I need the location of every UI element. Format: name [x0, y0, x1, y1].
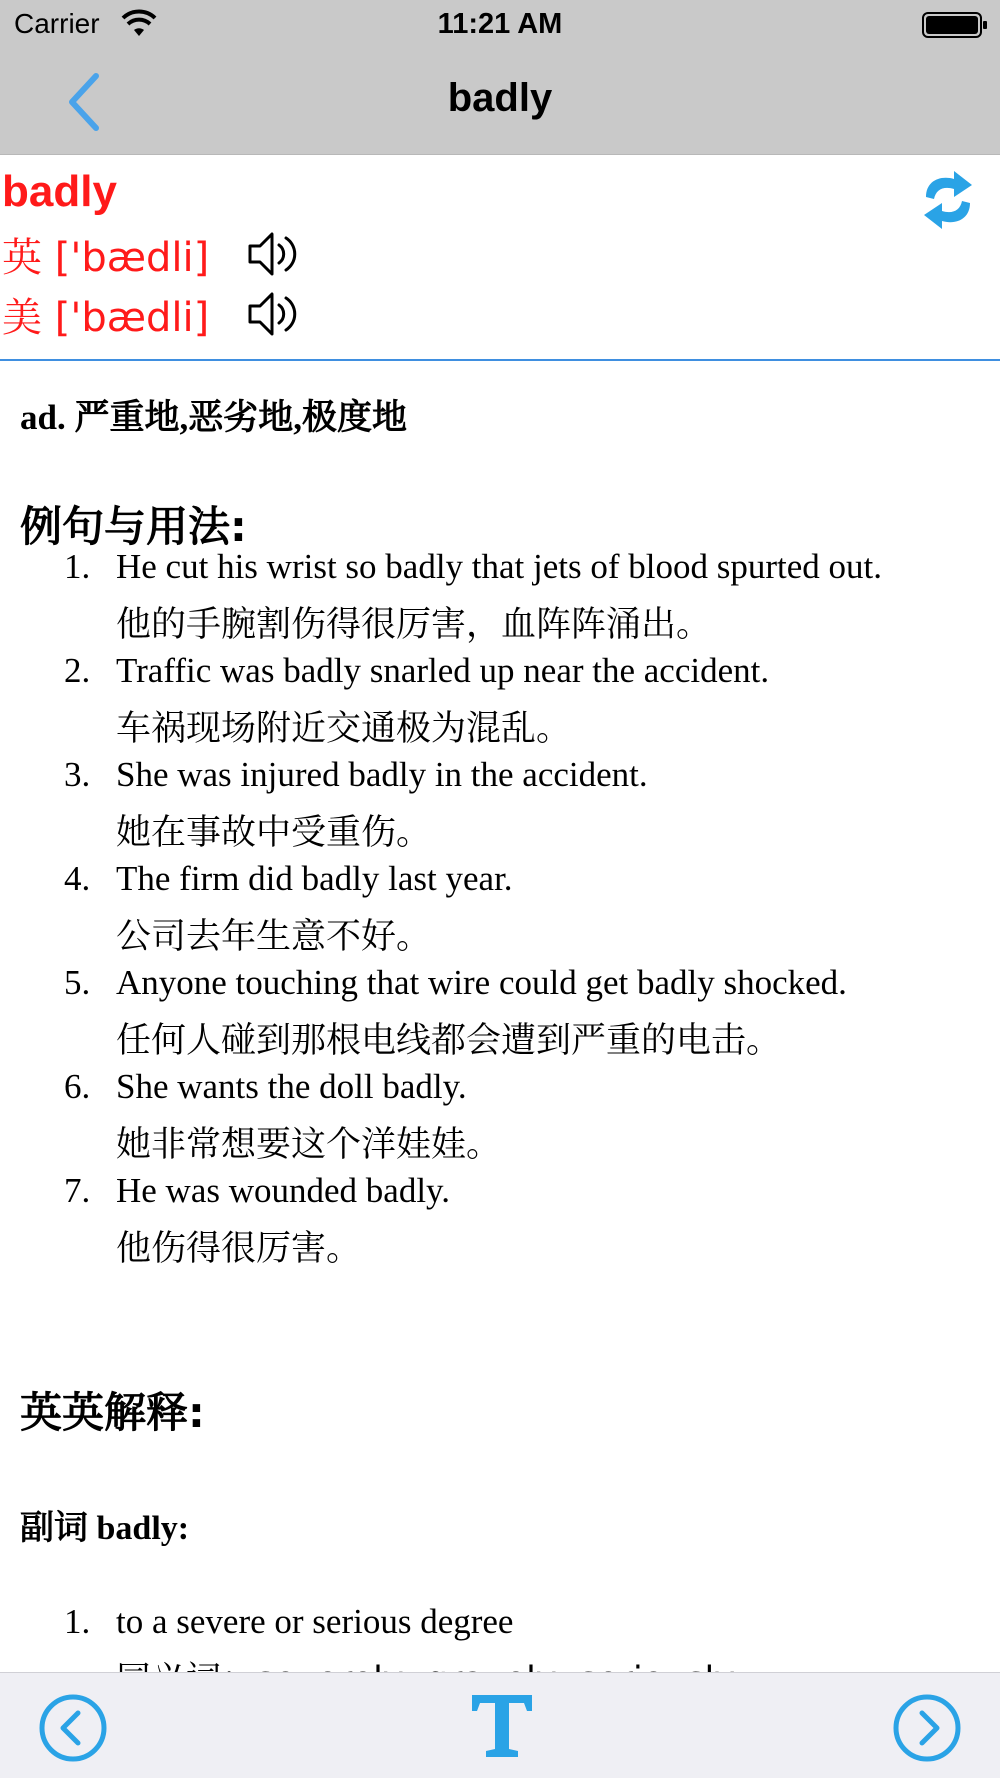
page-title: badly: [447, 76, 553, 120]
list-item: [0, 859, 1000, 963]
example-english: Traffic was badly snarled up near the accident.: [116, 651, 770, 690]
example-english: Anyone touching that wire could get badly shocked.: [116, 963, 847, 1002]
next-word-button[interactable]: [892, 1693, 962, 1763]
battery-icon: [922, 11, 988, 39]
headword: badly: [2, 167, 117, 216]
font-size-button[interactable]: [466, 1689, 538, 1761]
circle-chevron-right-icon: [896, 1697, 958, 1759]
navigation-bar: [0, 50, 1000, 155]
example-english: He was wounded badly.: [116, 1171, 451, 1210]
examples-list: [0, 547, 1000, 1275]
item-number: 2.: [64, 651, 91, 690]
examples-title: 例句与用法:: [20, 502, 247, 551]
part-of-speech-heading: 副词 badly:: [20, 1510, 190, 1547]
example-english: The firm did badly last year.: [116, 859, 513, 898]
item-number: 4.: [64, 859, 91, 898]
example-english: She wants the doll badly.: [116, 1067, 467, 1106]
example-chinese: 她非常想要这个洋娃娃。: [116, 1125, 502, 1165]
list-item: [0, 963, 1000, 1067]
status-time: 11:21 AM: [437, 8, 563, 40]
list-item: [0, 651, 1000, 755]
item-number: 5.: [64, 963, 91, 1002]
carrier-label: Carrier: [14, 8, 100, 39]
definition-content[interactable]: [0, 362, 1000, 1672]
circle-chevron-left-icon: [42, 1697, 104, 1759]
bottom-toolbar: [0, 1672, 1000, 1778]
example-chinese: 她在事故中受重伤。: [116, 813, 432, 853]
example-chinese: 公司去年生意不好。: [116, 917, 432, 957]
speaker-icon: [250, 294, 295, 334]
example-chinese: 他的手腕割伤得很厉害，血阵阵涌出。: [116, 605, 712, 645]
uk-speaker-button[interactable]: [246, 229, 300, 279]
list-item: [0, 547, 1000, 651]
font-size-icon: [472, 1695, 532, 1757]
word-header: [0, 155, 1000, 361]
us-pronunciation-row: [2, 288, 300, 340]
us-pronunciation: 美 ['bædli]: [2, 294, 210, 341]
sense-definition: to a severe or serious degree: [116, 1602, 514, 1641]
list-item: [0, 1067, 1000, 1171]
item-number: 1.: [64, 547, 91, 586]
status-bar: [0, 0, 1000, 50]
refresh-icon: [924, 171, 972, 229]
previous-word-button[interactable]: [38, 1693, 108, 1763]
example-chinese: 他伤得很厉害。: [116, 1229, 362, 1269]
example-english: She was injured badly in the accident.: [116, 755, 648, 794]
refresh-button[interactable]: [920, 167, 976, 233]
item-number: 3.: [64, 755, 91, 794]
item-number: 1.: [64, 1602, 91, 1641]
uk-pronunciation-row: [2, 228, 300, 280]
uk-pronunciation: 英 ['bædli]: [2, 234, 210, 281]
item-number: 7.: [64, 1171, 91, 1210]
list-item: [0, 1171, 1000, 1275]
item-number: 6.: [64, 1067, 91, 1106]
example-english: He cut his wrist so badly that jets of blood spurted out.: [116, 547, 883, 586]
example-chinese: 车祸现场附近交通极为混乱。: [116, 709, 572, 749]
definition: ad. 严重地,恶劣地,极度地: [20, 398, 407, 437]
english-definition-title: 英英解释:: [20, 1388, 205, 1437]
us-speaker-button[interactable]: [246, 289, 300, 339]
list-item: [0, 755, 1000, 859]
example-chinese: 任何人碰到那根电线都会遭到严重的电击。: [116, 1021, 782, 1061]
speaker-icon: [250, 234, 295, 274]
